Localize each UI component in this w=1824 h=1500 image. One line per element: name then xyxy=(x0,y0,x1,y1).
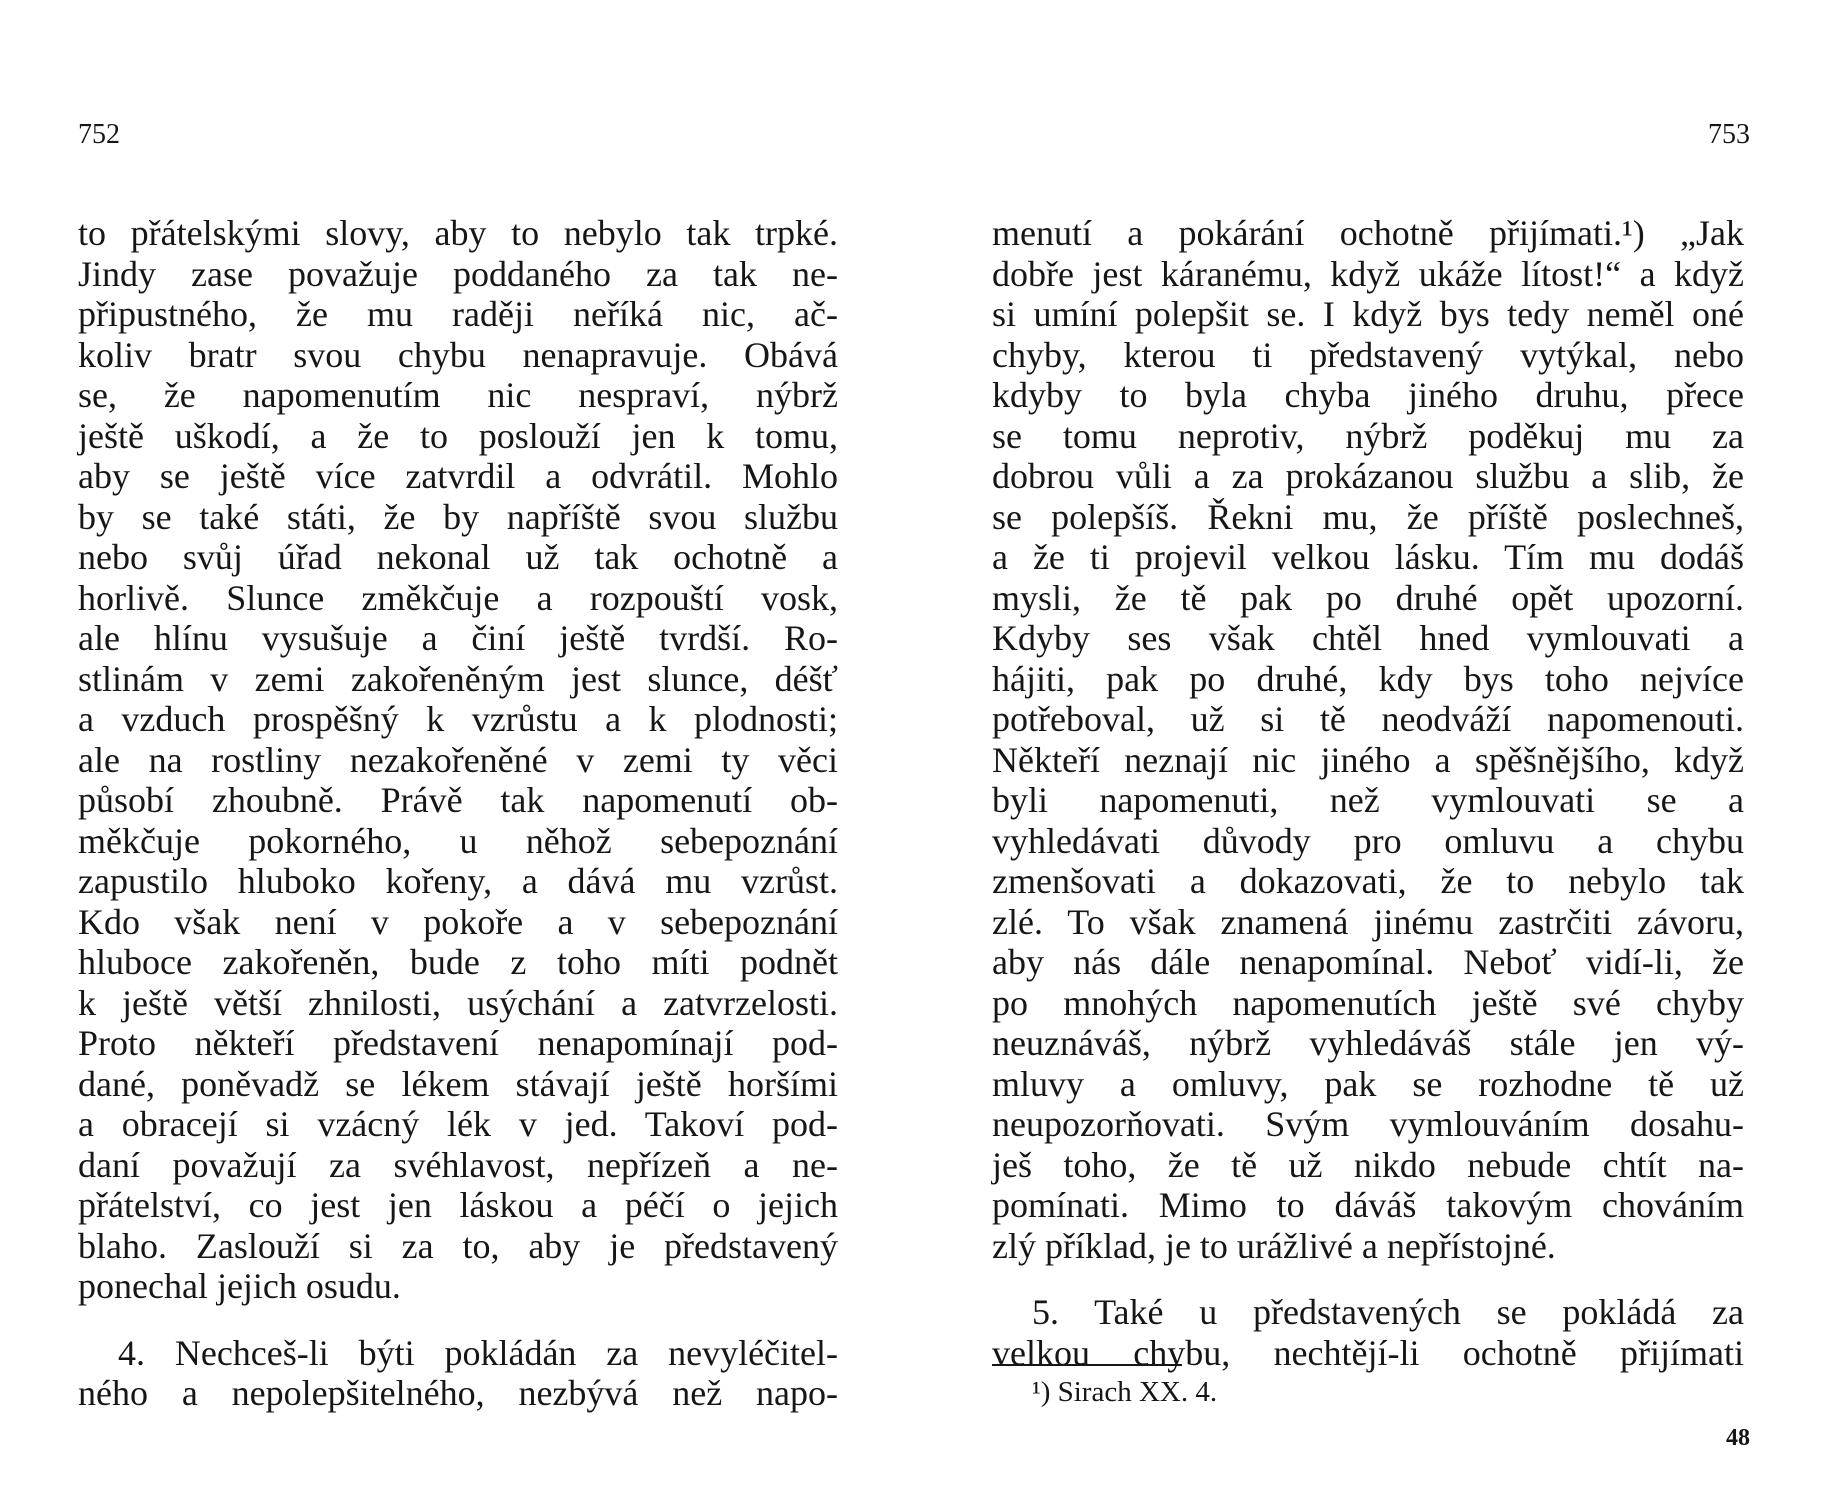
text-line: menutí a pokárání ochotně přijímati.¹) „Jak xyxy=(992,213,1744,253)
text-line: ale hlínu vysušuje a činí ještě tvrdší. Ro- xyxy=(78,618,838,658)
text-line: potřeboval, už si tě neodváží napomenouti. xyxy=(992,699,1744,739)
footnote: ¹) Sirach XX. 4. xyxy=(1032,1376,1218,1408)
text-line: ještě uškodí, a že to poslouží jen k tomu, xyxy=(78,415,838,456)
text-line: blaho. Zaslouží si za to, aby je představený xyxy=(78,1225,838,1266)
text-line: po mnohých napomenutích ještě své chyby xyxy=(992,982,1744,1023)
text-line: se tomu neprotiv, nýbrž poděkuj mu za xyxy=(992,415,1744,456)
text-line: působí zhoubně. Právě tak napomenutí ob- xyxy=(78,780,838,820)
text-line: a obracejí si vzácný lék v jed. Takoví pod- xyxy=(78,1104,838,1144)
text-line: dané, poněvadž se lékem stávají ještě horšími xyxy=(78,1063,838,1104)
text-line: Někteří neznají nic jiného a spěšnějšího, když xyxy=(992,739,1744,780)
text-line: Jindy zase považuje poddaného za tak ne- xyxy=(78,253,838,294)
text-line: aby nás dále nenapomínal. Neboť vidí-li, že xyxy=(992,942,1744,982)
text-line: to přátelskými slovy, aby to nebylo tak trpké. xyxy=(78,213,838,253)
text-line: neupozorňovati. Svým vymlouváním dosahu- xyxy=(992,1104,1744,1144)
text-line: zmenšovati a dokazovati, že to nebylo tak xyxy=(992,861,1744,901)
text-line: zlé. To však znamená jinému zastrčiti závoru, xyxy=(992,901,1744,942)
text-line: velkou chybu, nechtějí-li ochotně přijímati xyxy=(992,1332,1744,1373)
text-line: byli napomenuti, než vymlouvati se a xyxy=(992,780,1744,820)
text-line: stlinám v zemi zakořeněným jest slunce, déšť xyxy=(78,658,838,699)
text-line: a že ti projevil velkou lásku. Tím mu dodáš xyxy=(992,537,1744,577)
text-line: dobrou vůli a za prokázanou službu a slib, že xyxy=(992,456,1744,496)
text-line: koliv bratr svou chybu nenapravuje. Obává xyxy=(78,334,838,375)
text-line: vyhledávati důvody pro omluvu a chybu xyxy=(992,820,1744,861)
text-line: hluboce zakořeněn, bude z toho míti podnět xyxy=(78,942,838,982)
text-line: Kdyby ses však chtěl hned vymlouvati a xyxy=(992,618,1744,658)
paragraph-gap xyxy=(992,1266,1744,1292)
text-line: ješ toho, že tě už nikdo nebude chtít na- xyxy=(992,1144,1744,1185)
text-line: dobře jest káranému, když ukáže lítost!“ a když xyxy=(992,253,1744,294)
text-line: pomínati. Mimo to dáváš takovým chováním xyxy=(992,1185,1744,1225)
right-page xyxy=(912,0,1824,1500)
text-line: mysli, že tě pak po druhé opět upozorní. xyxy=(992,577,1744,618)
text-line: měkčuje pokorného, u něhož sebepoznání xyxy=(78,820,838,861)
text-line: horlivě. Slunce změkčuje a rozpouští vosk, xyxy=(78,577,838,618)
left-body-text xyxy=(78,213,838,1414)
right-body-text xyxy=(992,213,1744,1373)
text-line: chyby, kterou ti představený vytýkal, nebo xyxy=(992,334,1744,375)
text-line: daní považují za svéhlavost, nepřízeň a ne- xyxy=(78,1144,838,1185)
text-line: zlý příklad, je to urážlivé a nepřístojné. xyxy=(992,1225,1556,1266)
text-line: Proto někteří představení nenapomínají pod- xyxy=(78,1023,838,1063)
text-line: by se také státi, že by napříště svou službu xyxy=(78,496,838,537)
text-line: ale na rostliny nezakořeněné v zemi ty věci xyxy=(78,739,838,780)
text-line: mluvy a omluvy, pak se rozhodne tě už xyxy=(992,1063,1744,1104)
text-line: zapustilo hluboko kořeny, a dává mu vzrůst. xyxy=(78,861,838,901)
text-line: 4. Nechceš-li býti pokládán za nevyléčitel- xyxy=(118,1332,838,1373)
text-line: 5. Také u představených se pokládá za xyxy=(1032,1292,1744,1332)
footnote-rule xyxy=(992,1364,1182,1366)
text-line: se, že napomenutím nic nespraví, nýbrž xyxy=(78,375,838,415)
text-line: připustného, že mu raději neříká nic, ač- xyxy=(78,294,838,334)
text-line: Kdo však není v pokoře a v sebepoznání xyxy=(78,901,838,942)
text-line: přátelství, co jest jen láskou a péčí o jejich xyxy=(78,1185,838,1225)
text-line: ponechal jejich osudu. xyxy=(78,1266,401,1306)
page-number-right: 753 xyxy=(1708,119,1750,150)
text-line: kdyby to byla chyba jiného druhu, přece xyxy=(992,375,1744,415)
text-line: si umíní polepšit se. I když bys tedy neměl oné xyxy=(992,294,1744,334)
text-line: a vzduch prospěšný k vzrůstu a k plodnosti; xyxy=(78,699,838,739)
paragraph-gap xyxy=(78,1307,838,1333)
text-line: k ještě větší zhnilosti, usýchání a zatvrzelosti. xyxy=(78,982,838,1023)
page-number-left: 752 xyxy=(78,119,120,150)
text-line: hájiti, pak po druhé, kdy bys toho nejvíce xyxy=(992,658,1744,699)
text-line: aby se ještě více zatvrdil a odvrátil. Mohlo xyxy=(78,456,838,496)
text-line: se polepšíš. Řekni mu, že příště poslechneš, xyxy=(992,496,1744,537)
text-line: neuznáváš, nýbrž vyhledáváš stále jen vý- xyxy=(992,1023,1744,1063)
text-line: nebo svůj úřad nekonal už tak ochotně a xyxy=(78,537,838,577)
text-line: ného a nepolepšitelného, nezbývá než napo- xyxy=(78,1373,838,1413)
signature-mark: 48 xyxy=(1726,1425,1750,1451)
